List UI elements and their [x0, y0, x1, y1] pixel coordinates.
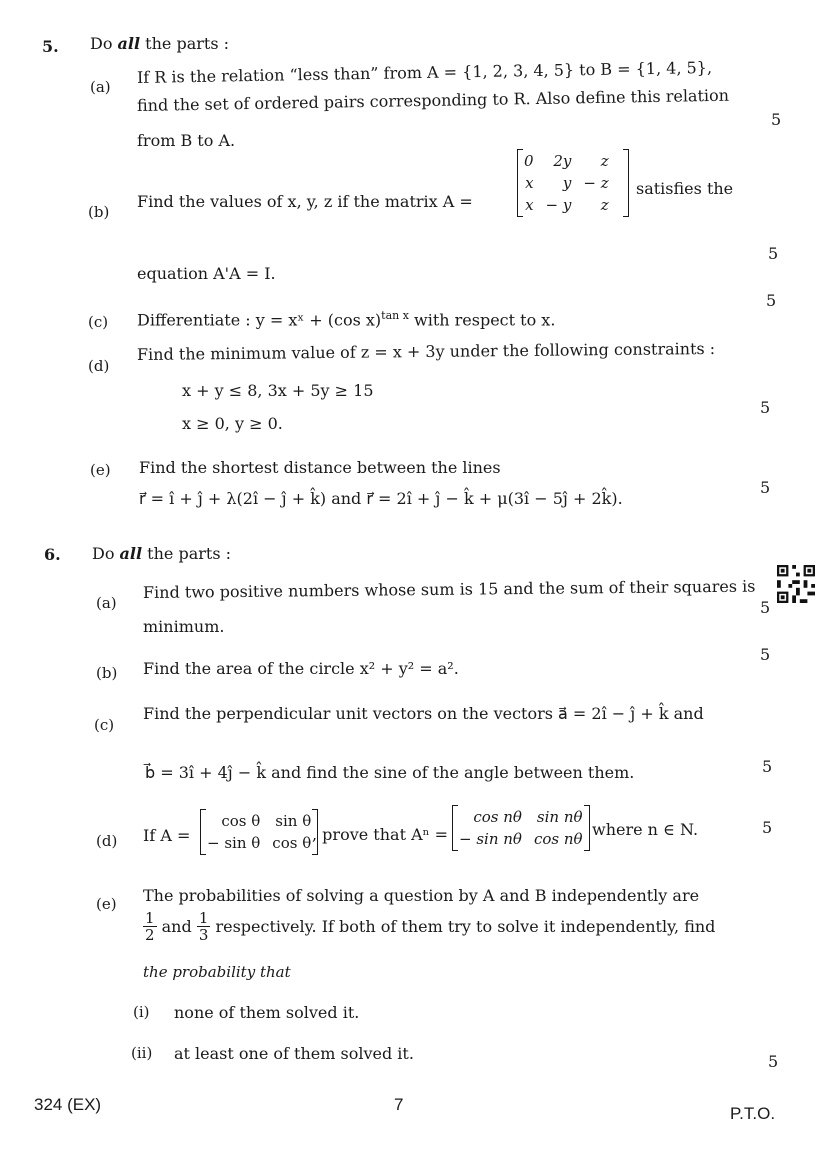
intro-all: all [119, 544, 143, 563]
marks-5b: 5 [768, 244, 779, 263]
q5c-exponent: tan x [381, 309, 409, 322]
q5a-line1: If R is the relation “less than” from A = {1, 2, 3, 4, 5} to B = {1, 4, 5}, [136, 57, 713, 87]
m2-r2c1: − sin nθ [459, 830, 522, 848]
q6c-line1: Find the perpendicular unit vectors on the vectors a⃗ = 2î − ĵ + k̂ and [143, 704, 704, 723]
q6a-line2: minimum. [143, 617, 225, 636]
paper-code: 324 (EX) [34, 1095, 102, 1114]
part-label-6c: (c) [94, 716, 115, 734]
qr-code-icon [777, 565, 815, 603]
marks-6a: 5 [760, 598, 771, 617]
marks-5c: 5 [766, 291, 777, 310]
fraction-denominator: 2 [145, 926, 155, 944]
part-label-6e: (e) [96, 895, 117, 913]
q6d-post: where n ∈ N. [592, 820, 699, 839]
fraction-numerator: 1 [198, 909, 209, 927]
question-number-6: 6. [44, 545, 61, 564]
q6e-ii-text: at least one of them solved it. [174, 1044, 414, 1063]
q6e-line2-text: respectively. If both of them try to solve it independently, find [215, 917, 716, 936]
q5c-text [137, 309, 555, 329]
marks-6e: 5 [768, 1052, 779, 1071]
subpart-label-i: (i) [133, 1003, 150, 1021]
m1-r1c2: sin θ [275, 812, 312, 830]
question-6-intro [92, 544, 231, 563]
matrix-A-r1c3: z [600, 152, 609, 170]
fraction-numerator: 1 [145, 909, 155, 927]
matrix-A-r2c3: − z [583, 174, 609, 192]
q5a-line2: find the set of ordered pairs corresponding to R. Also define this relation [136, 85, 730, 115]
q6c-line2: b⃗ = 3î + 4ĵ − k̂ and find the sine of the angle between them. [145, 763, 635, 782]
q5e-line1: Find the shortest distance between the lines [139, 458, 501, 477]
part-label-6d: (d) [96, 832, 118, 850]
matrix-A-r1c2: 2y [553, 152, 572, 170]
matrix-A-r2c1: x [525, 174, 534, 192]
part-label-6b: (b) [96, 664, 118, 682]
part-label-5c: (c) [88, 313, 109, 331]
subpart-label-ii: (ii) [131, 1044, 153, 1062]
matrix-A-power [452, 806, 590, 850]
intro-do: Do [92, 544, 120, 563]
marks-6c: 5 [762, 757, 773, 776]
part-label-5e: (e) [90, 461, 111, 479]
q5b-text-pre: Find the values of x, y, z if the matrix A = [137, 192, 473, 211]
marks-5a: 5 [771, 110, 782, 129]
fraction-one-third [197, 910, 211, 943]
m1-r2c1: − sin θ [207, 834, 261, 852]
intro-rest: the parts : [142, 544, 231, 563]
matrix-A-r1c1: 0 [524, 152, 534, 170]
fraction-denominator: 3 [198, 926, 209, 944]
q5c-post: with respect to x. [408, 310, 556, 330]
m2-r1c1: cos nθ [473, 808, 522, 826]
matrix-A [517, 150, 629, 216]
part-label-5a: (a) [90, 78, 111, 96]
intro-all: all [117, 34, 141, 53]
intro-rest: the parts : [140, 34, 229, 53]
matrix-A-r2c2: y [562, 174, 572, 192]
matrix-A-r3c3: z [600, 196, 609, 214]
m1-r1c1: cos θ [221, 812, 261, 830]
q5a-line3: from B to A. [137, 131, 236, 150]
q5b-text-post: satisfies the [636, 179, 734, 198]
q6e-line3: the probability that [143, 963, 291, 981]
q6e-i-text: none of them solved it. [174, 1003, 360, 1022]
q6e-and: and [161, 917, 192, 936]
q6e-line1: The probabilities of solving a question by A and B independently are [143, 886, 700, 905]
q6b-text: Find the area of the circle x² + y² = a². [143, 659, 459, 678]
marks-6d: 5 [762, 818, 773, 837]
question-number-5: 5. [42, 37, 59, 56]
q5e-line2: r⃗ = î + ĵ + λ(2î − ĵ + k̂) and r⃗ = 2î + ĵ − k̂ + μ(3î − 5ĵ + 2k̂). [139, 489, 623, 508]
part-label-5b: (b) [88, 203, 110, 221]
part-label-6a: (a) [96, 594, 117, 612]
marks-5d: 5 [760, 398, 771, 417]
q6d-mid: , prove that Aⁿ = [312, 825, 449, 844]
matrix-A-r3c2: − y [545, 196, 572, 214]
q5c-main: Differentiate : y = xˣ + (cos x) [137, 310, 382, 330]
q5d-line2: x + y ≤ 8, 3x + 5y ≥ 15 [182, 381, 374, 400]
fraction-one-half [143, 910, 157, 943]
m1-r2c2: cos θ [272, 834, 312, 852]
marks-6b: 5 [760, 645, 771, 664]
matrix-A-r3c1: x [525, 196, 534, 214]
m2-r2c2: cos nθ [533, 830, 583, 848]
m2-r1c2: sin nθ [536, 808, 583, 826]
page-number: 7 [394, 1095, 404, 1114]
matrix-A-rotation [200, 810, 318, 854]
question-5-intro [90, 34, 229, 53]
q6e-line2 [143, 910, 715, 943]
marks-5e: 5 [760, 478, 771, 497]
part-label-5d: (d) [88, 357, 110, 375]
q6a-line1: Find two positive numbers whose sum is 15 and the sum of their squares is [142, 576, 756, 602]
q5b-line2: equation A'A = I. [137, 264, 276, 283]
intro-do: Do [90, 34, 118, 53]
please-turn-over: P.T.O. [730, 1104, 776, 1123]
q6d-pre: If A = [143, 826, 191, 845]
q5d-line1: Find the minimum value of z = x + 3y under the following constraints : [136, 338, 716, 364]
q5d-line3: x ≥ 0, y ≥ 0. [182, 414, 283, 433]
